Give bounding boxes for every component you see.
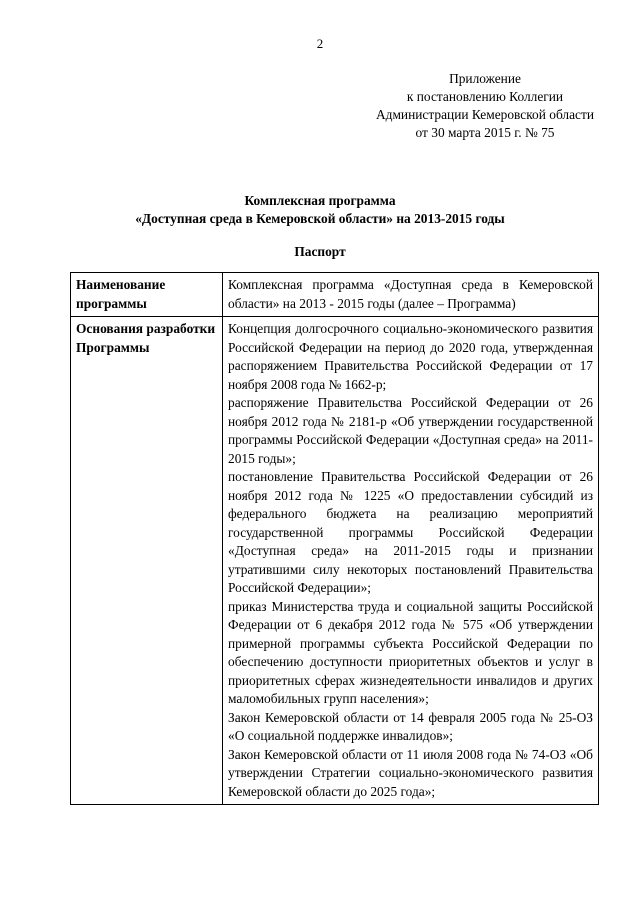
title-line: Комплексная программа <box>244 193 396 208</box>
page-number: 2 <box>316 36 324 51</box>
row-value <box>223 273 599 317</box>
passport-table-body <box>71 273 599 805</box>
appendix-line: к постановлению Коллегии <box>406 89 564 104</box>
passport-heading: Паспорт <box>294 244 346 259</box>
table-row <box>71 273 599 317</box>
row-paragraph: приказ Министерства труда и социальной защиты Российской Федерации от 6 декабря 2012 года № 575 «Об утверждении примерной программы субъекта Российской Федерации по обеспечению доступности приоритетных объектов и услуг в приоритетных сферах жизнедеятельности инвалидов и других маломобильных групп населения»; <box>228 598 593 706</box>
appendix-line: Приложение <box>449 71 521 86</box>
row-label: Основания разработки Программы <box>71 317 223 805</box>
document-title <box>0 192 640 228</box>
row-paragraph: постановление Правительства Российской Федерации от 26 ноября 2012 года № 1225 «О предоставлении субсидий из федерального бюджета на реализацию мероприятий государственной программы Российской Федерации «Доступная среда» на 2011-2015 годы и признании утратившими силу некоторых постановлений Правительства Российской Федерации»; <box>228 469 593 595</box>
appendix-line: от 30 марта 2015 г. № 75 <box>415 125 555 140</box>
row-paragraph: Закон Кемеровской области от 11 июля 2008 года № 74-ОЗ «Об утверждении Стратегии социально-экономического развития Кемеровской области до 2025 года»; <box>228 746 593 799</box>
row-value <box>223 317 599 805</box>
row-paragraph: распоряжение Правительства Российской Федерации от 26 ноября 2012 года № 2181-р «Об утверждении государственной программы Российской Федерации «Доступная среда» на 2011-2015 годы»; <box>228 395 593 466</box>
row-paragraph: Комплексная программа «Доступная среда в Кемеровской области» на 2013 - 2015 годы (далее – Программа) <box>228 277 593 311</box>
appendix-line: Администрации Кемеровской области <box>375 107 595 122</box>
table-row <box>71 317 599 805</box>
title-line: «Доступная среда в Кемеровской области» на 2013-2015 годы <box>135 211 505 226</box>
row-label: Наименование программы <box>71 273 223 317</box>
passport-table <box>70 272 599 805</box>
row-paragraph: Закон Кемеровской области от 14 февраля 2005 года № 25-ОЗ «О социальной поддержке инвалидов»; <box>228 709 593 743</box>
appendix-block <box>358 70 612 142</box>
row-paragraph: Концепция долгосрочного социально-экономического развития Российской Федерации на период до 2020 года, утвержденная распоряжением Правительства Российской Федерации от 17 ноября 2008 года № 1662-р; <box>228 321 593 392</box>
